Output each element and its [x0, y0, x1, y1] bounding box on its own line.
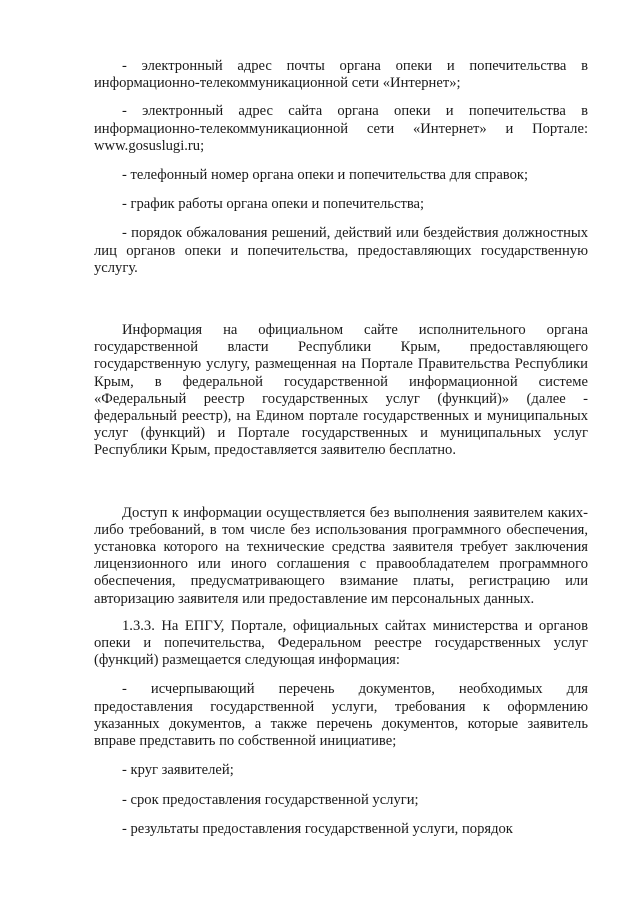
- paragraph-website-address: - электронный адрес сайта органа опеки и попечительства в информационно-телекоммуникационной сети «Интернет» и Портале: www.gosuslugi.ru;: [94, 103, 588, 154]
- paragraph-phone-number: - телефонный номер органа опеки и попечительства для справок;: [122, 167, 529, 184]
- paragraph-access-conditions: Доступ к информации осуществляется без выполнения заявителем каких-либо требований, в том числе без использования программного обеспечения, установка которого на технические средства заявителя требует заключения лицензионного или иного соглашения с правообладателем программного обеспечения, предусматривающего взимание платы, регистрацию или авторизацию заявителя или предоставление им персональных данных.: [94, 504, 588, 607]
- paragraph-applicants: - круг заявителей;: [122, 762, 234, 779]
- paragraph-service-results: - результаты предоставления государственной услуги, порядок: [122, 820, 513, 837]
- paragraph-appeal-procedure: - порядок обжалования решений, действий или бездействия должностных лиц органов опеки и попечительства, предоставляющих государственную услугу.: [94, 225, 588, 276]
- document-page: [94, 58, 588, 838]
- paragraph-documents-list: - исчерпывающий перечень документов, необходимых для предоставления государственной услуги, требования к оформлению указанных документов, а также перечень документов, которые заявитель вправе представить по собственной инициативе;: [94, 681, 588, 750]
- paragraph-service-term: - срок предоставления государственной услуги;: [122, 791, 419, 808]
- paragraph-section-1-3-3: 1.3.3. На ЕПГУ, Портале, официальных сайтах министерства и органов опеки и попечительства, Федеральном реестре государственных услуг (функций) размещается следующая информация:: [94, 617, 588, 669]
- paragraph-work-schedule: - график работы органа опеки и попечительства;: [122, 196, 425, 213]
- paragraph-email-address: - электронный адрес почты органа опеки и попечительства в информационно-телекоммуникационной сети «Интернет»;: [94, 58, 588, 92]
- paragraph-information-free: Информация на официальном сайте исполнительного органа государственной власти Республики Крым, предоставляющего государственную услугу, размещенная на Портале Правительства Республики Крым, в федеральной государственной информационной системе «Федеральный реестр государственных услуг (функций)» (далее - федеральный реестр), на Едином портале государственных и муниципальных услуг (функций) и Портале государственных и муниципальных услуг Республики Крым, предоставляется заявителю бесплатно.: [94, 322, 588, 459]
